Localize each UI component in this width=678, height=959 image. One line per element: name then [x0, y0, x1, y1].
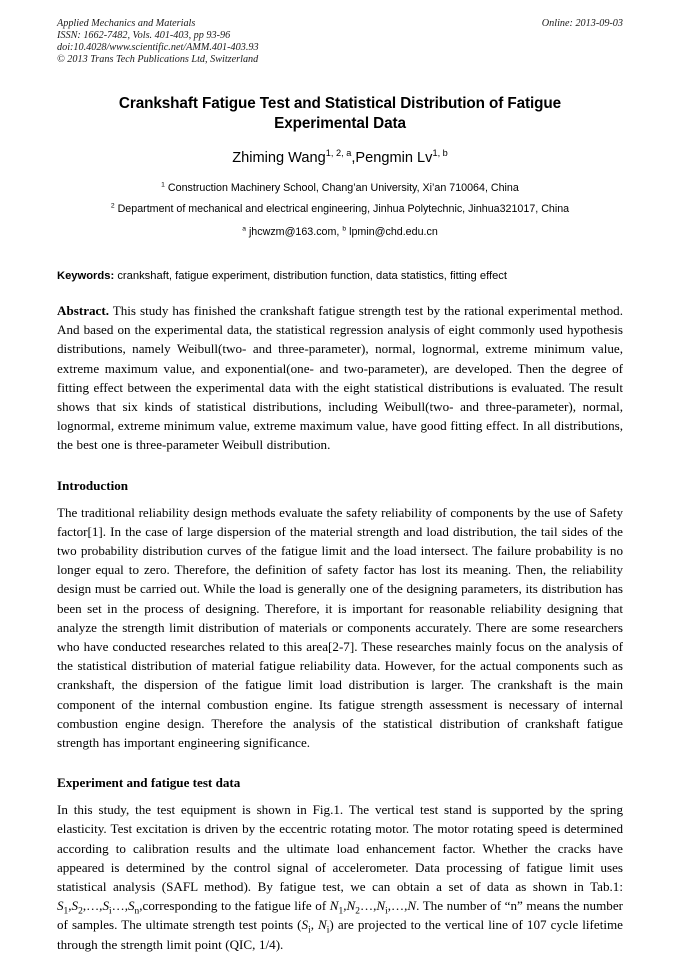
journal-doi-line: doi:10.4028/www.scientific.net/AMM.401-403.93: [57, 42, 259, 54]
author-affiliation-marker-1: 1, 2, a: [325, 148, 352, 159]
affiliation-marker-1: 1: [161, 181, 165, 189]
experiment-text-part4: ) are projected to the vertical line of 107 cycle lifetime through the strength limit point (QIC, 1/4).: [57, 917, 623, 952]
affiliation-2: [57, 199, 623, 220]
keywords-label: Keywords:: [57, 270, 115, 282]
journal-name: Applied Mechanics and Materials: [57, 18, 196, 29]
math-test-point: $S_i$, $N_i$: [301, 917, 330, 937]
email-address-a[interactable]: jhcwzm@163.com,: [248, 226, 340, 238]
journal-issn-line: ISSN: 1662-7482, Vols. 401-403, pp 93-96: [57, 30, 231, 42]
math-stress-sequence: $S_1,S_2,\dots,S_i\dots,S_n$: [57, 898, 140, 917]
journal-header: [57, 18, 623, 70]
author-name-2: Pengmin Lv: [355, 150, 433, 166]
affiliation-text-1: Construction Machinery School, Chang’an University, Xi’an 710064, China: [167, 182, 519, 194]
affiliation-text-2: Department of mechanical and electrical engineering, Jinhua Polytechnic, Jinhua321017, China: [117, 203, 570, 215]
experiment-paragraph: [57, 800, 623, 954]
keywords-line: [57, 269, 623, 284]
section-heading-experiment: Experiment and fatigue test data: [57, 775, 241, 791]
email-marker-b: b: [342, 225, 347, 233]
email-address-b[interactable]: lpmin@chd.edu.cn: [349, 226, 438, 238]
paper-title: Crankshaft Fatigue Test and Statistical Distribution of Fatigue Experimental Data: [118, 95, 562, 132]
abstract-label: Abstract.: [57, 303, 109, 318]
experiment-text-part2: ,corresponding to the fatigue life of: [139, 898, 330, 914]
math-life-sequence: $N_1,N_2\dots,N_i,\dots,N$: [329, 898, 417, 917]
introduction-paragraph: The traditional reliability design methods evaluate the safety reliability of components by the use of Safety factor[1]. In the case of large dispersion of the material strength and load distribution, the tail sides of the two probability distribution curves of the fatigue limit and the load intersect. The failure probability is no longer equal to zero. Therefore, the definition of safety factor has lost its meaning. Then, the reliability design must be carried out. While the load is generally one of the designing parameters, its distribution has been set in the process of designing. Therefore, it is important for reasonable reliability designing that analyze the strength limit distribution of materials or components accurately. There are some researchers who have conducted researches related to this area[2-7]. These researches mainly focus on the analysis of the statistical distribution of material fatigue reliability data. However, for the actual components such as crankshaft, the dispersion of the fatigue limit load distribution is larger. The crankshaft is the main component of the internal combustion engine. Its fatigue strength assessment is necessary of internal combustion engine design. Therefore the analysis of the statistical distribution of crankshaft fatigue strength has important engineering significance.: [57, 504, 623, 751]
email-marker-a: a: [242, 225, 246, 233]
author-name-1: Zhiming Wang: [232, 150, 326, 166]
affiliation-marker-2: 2: [110, 202, 115, 210]
abstract-text: This study has finished the crankshaft fatigue strength test by the rational experimental method. And based on the experimental data, the statistical regression analysis of eight commonly used hypothesis distributions, namely Weibull(two- and three-parameter), normal, lognormal, extreme minimum value, extreme maximum value, and exponential(one- and two-parameter), are developed. Then the degree of fitting effect between the experimental data with the eight statistical distributions is evaluated. The result shows that six kinds of statistical distributions, including Weibull(two- and three-parameter), normal, lognormal, extreme minimum value, extreme maximum value, have good fitting effect. In all distributions, the best one is three-parameter Weibull distribution.: [57, 303, 623, 453]
journal-header-lines: [57, 18, 623, 66]
author-emails: [57, 222, 623, 243]
keywords-values: crankshaft, fatigue experiment, distribution function, data statistics, fitting effect: [117, 270, 508, 282]
section-heading-introduction: Introduction: [57, 477, 129, 493]
author-separator: ,: [351, 150, 356, 166]
abstract-paragraph: [57, 301, 623, 455]
experiment-text-part1: In this study, the test equipment is shown in Fig.1. The vertical test stand is supported by the spring elasticity. Test excitation is driven by the eccentric rotating motor. The motor rotating speed is determined according to calibration results and the ultimate load enhancement factor. Whether the cracks have appeared is determined by the control signal of accelerometer. Data processing of fatigue limit uses statistical analysis (SAFL method). By fatigue test, we can obtain a set of data as shown in Tab.1:: [57, 802, 623, 895]
journal-copyright-line: © 2013 Trans Tech Publications Ltd, Switzerland: [57, 54, 259, 66]
author-affiliation-marker-2: 1, b: [432, 148, 448, 159]
author-list: [57, 149, 623, 167]
affiliation-1: [57, 178, 623, 199]
affiliation-block: [57, 178, 623, 243]
experiment-text-part3: . The number of “n” means the number of samples. The ultimate strength test points (: [57, 898, 623, 933]
online-publication-date: Online: 2013-09-03: [541, 18, 623, 29]
